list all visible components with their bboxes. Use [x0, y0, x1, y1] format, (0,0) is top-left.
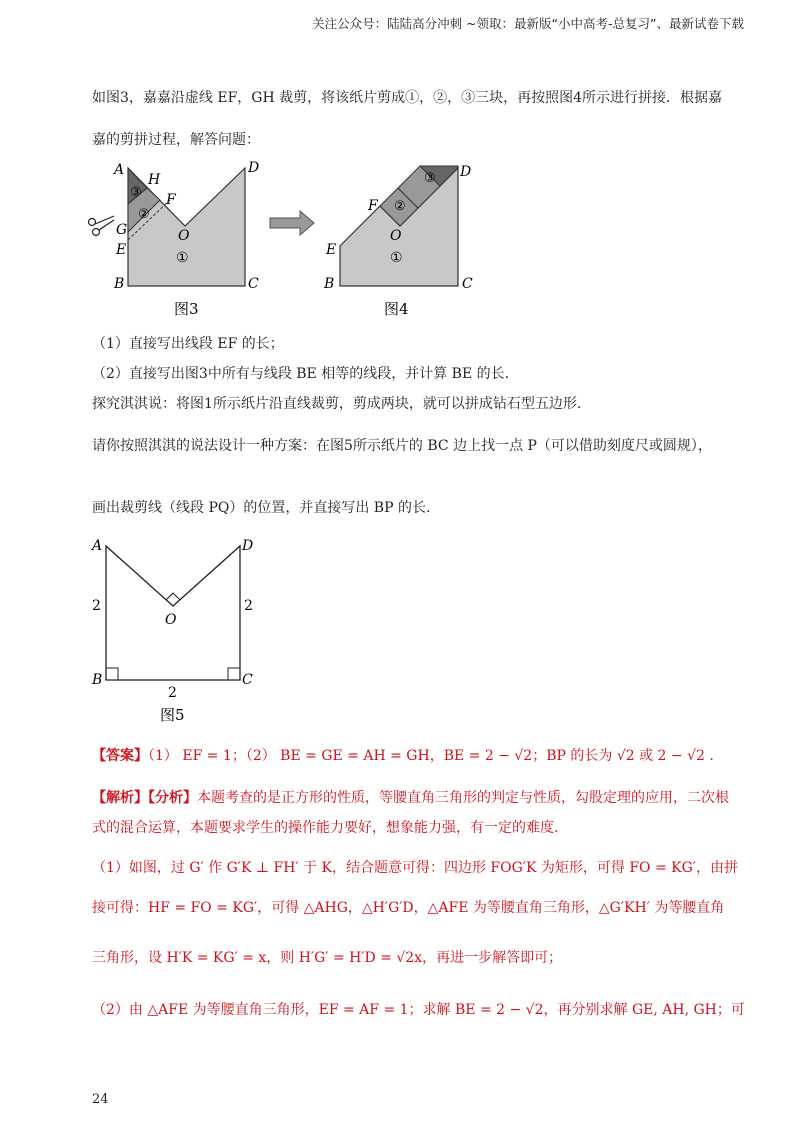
label-A: A [92, 538, 103, 554]
label-D: D [242, 538, 254, 554]
question-2: （2）直接写出图3中所有与线段 BE 相等的线段，并计算 BE 的长. [92, 366, 510, 382]
label-D: D [248, 160, 260, 176]
label-E: E [326, 242, 337, 258]
region-2: ② [138, 207, 150, 222]
figure-5 [88, 534, 268, 726]
label-O: O [165, 612, 177, 628]
label-C: C [242, 672, 253, 688]
length-right: 2 [244, 598, 253, 614]
region-3: ③ [130, 185, 142, 200]
label-G: G [116, 222, 128, 238]
analysis-line-2: 式的混合运算，本题要求学生的操作能力要好，想象能力强，有一定的难度. [92, 820, 559, 836]
label-C: C [248, 276, 259, 292]
label-F: F [368, 198, 378, 214]
length-bottom: 2 [168, 685, 177, 701]
label-B: B [114, 276, 125, 292]
arrow-right-icon [270, 211, 314, 235]
label-B: B [92, 672, 103, 688]
label-A: A [114, 162, 125, 178]
label-O: O [178, 228, 190, 244]
label-F: F [166, 192, 176, 208]
explore-text: 探究淇淇说：将图1所示纸片沿直线裁剪，剪成两块，就可以拼成钻石型五边形. [92, 396, 582, 412]
design-text-1: 请你按照淇淇的说法设计一种方案：在图5所示纸片的 BC 边上找一点 P（可以借助刻度尺或圆规）， [92, 438, 712, 454]
figure-3-and-4 [80, 158, 500, 320]
analysis-text-1: 本题考查的是正方形的性质，等腰直角三角形的判定与性质，勾股定理的应用，二次根 [197, 790, 729, 806]
solution-1c: 三角形，设 H′K = KG′ = x，则 H′G′ = H′D = √2x，再进一步解答即可； [92, 950, 563, 966]
problem-paragraph-2: 嘉的剪拼过程，解答问题： [92, 132, 260, 148]
label-D: D [460, 164, 472, 180]
label-O: O [390, 228, 402, 244]
figure-4-caption: 图4 [384, 300, 409, 318]
answer-line [92, 746, 714, 766]
solution-1b: 接可得：HF = FO = KG′，可得 △AHG，△H′G′D，△AFE 为等腰直角三角形，△G′KH′ 为等腰直角 [92, 900, 725, 916]
question-1: （1）直接写出线段 EF 的长； [92, 336, 284, 352]
figure-3-caption: 图3 [174, 300, 199, 318]
page-number: 24 [92, 1092, 109, 1107]
label-H: H [148, 172, 161, 188]
region-1: ① [176, 250, 189, 266]
label-C: C [462, 276, 473, 292]
solution-2: （2）由 △AFE 为等腰直角三角形，EF = AF = 1；求解 BE = 2 − √2，再分别求解 GE, AH, GH；可 [92, 1002, 745, 1018]
figure-4 [323, 164, 473, 318]
answer-tag: 【答案】 [92, 748, 148, 764]
design-text-2: 画出裁剪线（线段 PQ）的位置，并直接写出 BP 的长. [92, 500, 431, 516]
length-left: 2 [92, 598, 101, 614]
label-B: B [324, 276, 335, 292]
region-1: ① [390, 250, 403, 266]
region-2: ② [394, 199, 406, 214]
region-3: ③ [424, 171, 436, 186]
solution-1a: （1）如图，过 G′ 作 G′K ⊥ FH′ 于 K，结合题意可得：四边形 FOG′K 为矩形，可得 FO = KG′，由拼 [92, 860, 738, 876]
page-header: 关注公众号：陆陆高分冲刺 ~领取：最新版“小中高考-总复习”、最新试卷下载 [312, 16, 744, 31]
figure-5-caption: 图5 [160, 706, 185, 724]
label-E: E [116, 242, 127, 258]
problem-paragraph-1: 如图3，嘉嘉沿虚线 EF，GH 裁剪，将该纸片剪成①，②，③三块，再按照图4所示进行拼接．根据嘉 [92, 90, 723, 106]
answer-text: （1） EF = 1；（2） BE = GE = AH = GH，BE = 2 − √2；BP 的长为 √2 或 2 − √2 . [148, 748, 714, 764]
analysis-tag: 【解析】【分析】 [92, 790, 197, 806]
analysis-line-1 [92, 788, 729, 808]
figure-3 [89, 160, 260, 318]
scissors-icon [89, 216, 115, 236]
